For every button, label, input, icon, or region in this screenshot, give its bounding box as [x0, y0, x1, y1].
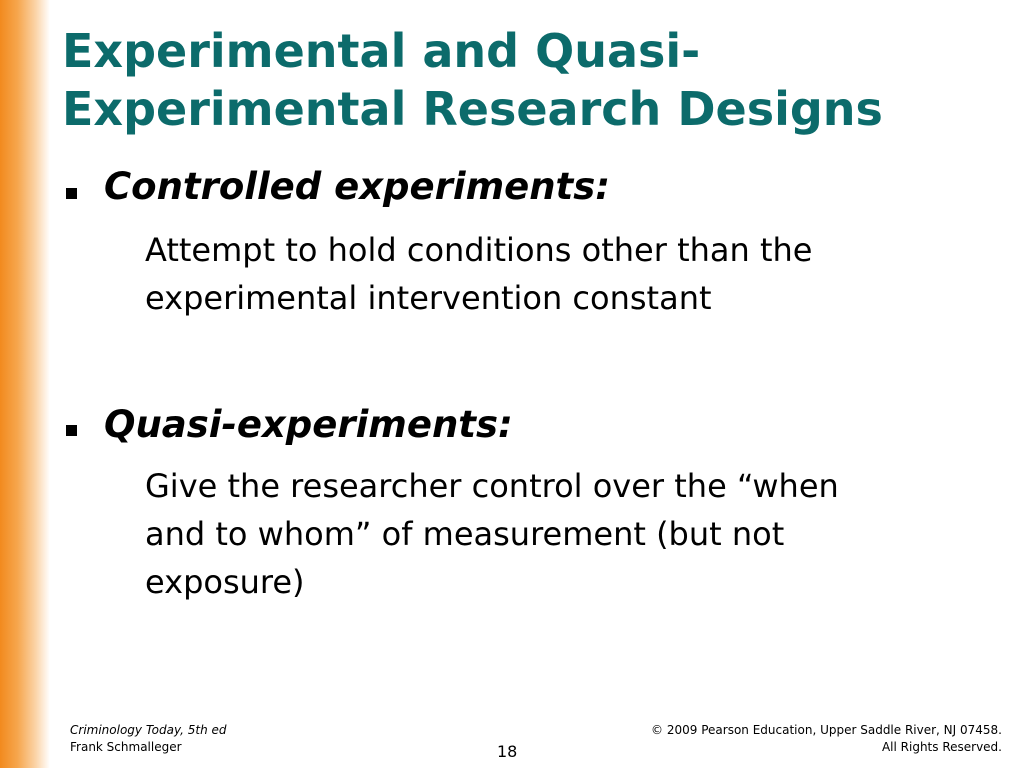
footer-book-info	[70, 722, 227, 756]
description-line: experimental intervention constant	[145, 279, 712, 317]
footer-book-title: Criminology Today, 5th ed	[70, 723, 227, 737]
description-line: Give the researcher control over the “when	[145, 467, 839, 505]
copyright-line-2: All Rights Reserved.	[881, 740, 1002, 754]
bullet-square-icon	[66, 188, 77, 199]
footer-copyright	[651, 722, 1002, 756]
slide-title-line-1: Experimental and Quasi-	[62, 24, 701, 78]
slide-title-line-2: Experimental Research Designs	[62, 82, 883, 136]
description-line: and to whom” of measurement (but not	[145, 515, 785, 553]
copyright-line-1: © 2009 Pearson Education, Upper Saddle River, NJ 07458.	[651, 723, 1002, 737]
description-line: exposure)	[145, 563, 305, 601]
bullet-square-icon	[66, 425, 77, 436]
page-number: 18	[497, 742, 518, 761]
side-accent-bar	[0, 0, 50, 768]
footer-author: Frank Schmalleger	[70, 740, 182, 754]
quasi-experiments-heading: Quasi-experiments:	[104, 403, 513, 446]
quasi-experiments-description	[145, 462, 839, 606]
controlled-experiments-description	[145, 226, 812, 322]
description-line: Attempt to hold conditions other than the	[145, 231, 813, 269]
slide-title	[62, 22, 962, 138]
controlled-experiments-heading: Controlled experiments:	[104, 165, 611, 208]
